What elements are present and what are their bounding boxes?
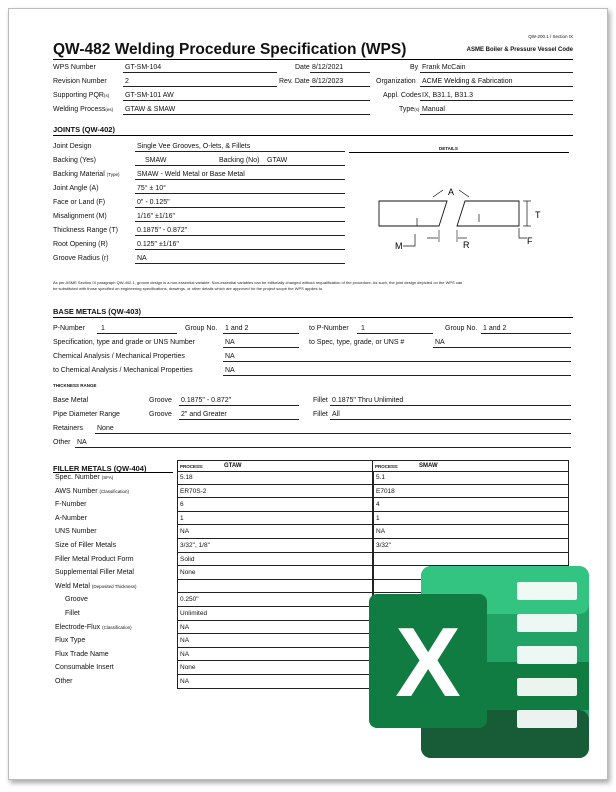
joint-angle-label: Joint Angle (A)	[53, 185, 99, 192]
filler-row	[53, 471, 573, 485]
base-metals-heading: BASE METALS (QW-403)	[53, 307, 573, 318]
date-value: 8/12/2021	[312, 64, 344, 71]
misalignment-label: Misalignment (M)	[53, 213, 107, 220]
filler-row-label: AWS Number (Classification)	[55, 487, 129, 495]
filler-cell-gtaw: 6	[177, 498, 373, 512]
thickness-range-heading: THICKNESS RANGE	[53, 383, 97, 388]
filler-cell-gtaw: NA	[177, 621, 373, 635]
group2-value: 1 and 2	[483, 325, 507, 332]
pipe-groove-label: Groove	[149, 411, 172, 418]
pqr-label: Supporting PQR(s)	[53, 92, 110, 99]
to-spec-label: to Spec, type, grade, or UNS #	[309, 339, 405, 346]
bm-groove-label: Groove	[149, 397, 172, 404]
thickness-value: 0.1875" - 0.872"	[137, 227, 188, 234]
to-chem-value: NA	[225, 367, 235, 374]
pipe-diameter-label: Pipe Diameter Range	[53, 411, 120, 418]
p-number-value: 1	[101, 325, 105, 332]
left-plate	[379, 201, 447, 226]
group-label: Group No.	[185, 325, 218, 332]
joint-detail-diagram	[369, 174, 549, 264]
type-value: Manual	[422, 106, 445, 113]
backing-no-value: GTAW	[267, 157, 288, 164]
filler-row-label: A-Number	[55, 514, 87, 522]
joint-design-label: Joint Design	[53, 143, 92, 150]
misalignment-mark: M	[395, 241, 403, 251]
chem-value: NA	[225, 353, 235, 360]
filler-cell-smaw: 5.1	[373, 471, 569, 485]
angle-label: A	[447, 187, 455, 197]
revision-value: 2	[125, 78, 129, 85]
pipe-fillet-label: Fillet	[313, 411, 328, 418]
by-value: Frank McCain	[422, 64, 466, 71]
backing-yes-value: SMAW	[145, 157, 167, 164]
filler-cell-smaw: NA	[373, 525, 569, 539]
backing-material-label: Backing Material (Type)	[53, 171, 120, 178]
filler-row-label: Flux Trade Name	[55, 650, 109, 658]
pipe-groove-value: 2" and Greater	[181, 411, 227, 418]
revision-label: Revision Number	[53, 78, 107, 85]
pqr-value: GT-SM-101 AW	[125, 92, 174, 99]
root-mark: R	[463, 240, 470, 250]
filler-cell-smaw: 4	[373, 498, 569, 512]
misalignment-value: 1/16" ±1/16"	[137, 213, 176, 220]
filler-row-label: Consumable Insert	[55, 664, 114, 672]
to-p-number-label: to P-Number	[309, 325, 349, 332]
by-label: By	[410, 64, 419, 71]
filler-row-label: Weld Metal (Deposited Thickness)	[55, 582, 137, 590]
filler-row	[53, 485, 573, 499]
to-p-number-value: 1	[361, 325, 365, 332]
codes-value: IX, B31.1, B31.3	[422, 92, 473, 99]
filler-row-label: Groove	[65, 596, 88, 604]
filler-row-label: Flux Type	[55, 637, 86, 645]
filler-row-label: Electrode-Flux (Classification)	[55, 623, 132, 631]
filler-cell-gtaw: 5.18	[177, 471, 373, 485]
page-title: QW-482 Welding Procedure Specification (WPS)	[53, 41, 407, 58]
spec-label: Specification, type and grade or UNS Number	[53, 339, 196, 346]
bm-fillet-value: 0.1875" Thru Unlimited	[332, 397, 404, 404]
groove-radius-label: Groove Radius (r)	[53, 255, 109, 262]
filler-cell-gtaw: Solid	[177, 553, 373, 567]
process-label: Welding Process(es)	[53, 106, 114, 113]
organization-value: ACME Welding & Fabrication	[422, 78, 513, 85]
wps-number-label: WPS Number	[53, 64, 96, 71]
bm-fillet-label: Fillet	[313, 397, 328, 404]
thickness-mark: T	[535, 210, 541, 220]
filler-row	[53, 539, 573, 553]
root-opening-value: 0.125" ±1/16"	[137, 241, 179, 248]
filler-cell-gtaw: NA	[177, 675, 373, 689]
joints-heading: JOINTS (QW-402)	[53, 125, 573, 136]
filler-row	[53, 498, 573, 512]
group2-label: Group No.	[445, 325, 478, 332]
bm-groove-value: 0.1875" - 0.872"	[181, 397, 232, 404]
joint-design-value: Single Vee Grooves, O-lets, & Fillets	[137, 143, 251, 150]
filler-row-label: Other	[55, 678, 73, 685]
joint-angle-value: 75° ± 10°	[137, 185, 166, 192]
filler-cell-gtaw: Unlimited	[177, 607, 373, 621]
filler-cell-gtaw: None	[177, 661, 373, 675]
filler-cell-smaw: 1	[373, 512, 569, 526]
filler-row-label: Spec. Number (SFA)	[55, 474, 114, 481]
group-value: 1 and 2	[225, 325, 249, 332]
filler-cell-gtaw: 0.250"	[177, 593, 373, 607]
codes-label: Appl. Codes	[383, 92, 422, 99]
process-1-header: PROCESS: GTAW	[177, 460, 373, 472]
wps-page	[8, 8, 608, 780]
base-metal-label: Base Metal	[53, 397, 89, 404]
organization-label: Organization	[376, 78, 416, 85]
process-2-header: PROCESS: SMAW	[373, 460, 569, 472]
spec-value: NA	[225, 339, 235, 346]
groove-radius-value: NA	[137, 255, 147, 262]
filler-cell-gtaw: NA	[177, 648, 373, 662]
filler-row-label: Size of Filler Metals	[55, 542, 117, 549]
excel-logo-icon	[369, 562, 589, 767]
retainers-label: Retainers	[53, 425, 83, 432]
details-heading: DETAILS	[439, 146, 458, 151]
code-reference: QW-200.1 / Section IX	[528, 34, 573, 39]
backing-no-label: Backing (No)	[219, 157, 260, 164]
excel-x-letter: X	[395, 607, 461, 717]
to-spec-value: NA	[435, 339, 445, 346]
pipe-fillet-value: All	[332, 411, 340, 418]
filler-row-label: Filler Metal Product Form	[55, 555, 134, 563]
backing-material-value: SMAW - Weld Metal or Base Metal	[137, 171, 245, 178]
filler-row-label: Supplemental Filler Metal	[55, 569, 134, 577]
type-label: Type(s)	[399, 106, 420, 113]
rev-date-value: 8/12/2023	[312, 78, 344, 85]
filler-cell-gtaw: ER70S-2	[177, 485, 373, 499]
filler-metals-heading: FILLER METALS (QW-404)	[53, 464, 147, 473]
face-mark: F	[527, 236, 533, 246]
filler-row-label: Fillet	[65, 610, 80, 617]
filler-cell-gtaw	[177, 580, 373, 594]
rev-date-label: Rev. Date	[279, 78, 310, 85]
p-number-label: P-Number	[53, 325, 85, 332]
to-chem-label: to Chemical Analysis / Mechanical Properties	[53, 367, 193, 374]
filler-row	[53, 512, 573, 526]
filler-cell-gtaw: None	[177, 566, 373, 580]
filler-cell-gtaw: NA	[177, 525, 373, 539]
chem-label: Chemical Analysis / Mechanical Properties	[53, 353, 185, 360]
face-label: Face or Land (F)	[53, 199, 106, 206]
filler-cell-gtaw: NA	[177, 634, 373, 648]
filler-row-label: F-Number	[55, 501, 87, 509]
page-subtitle: ASME Boiler & Pressure Vessel Code	[466, 47, 573, 53]
filler-row-label: UNS Number	[55, 528, 97, 536]
wps-number-value: GT-SM-104	[125, 64, 162, 71]
other-label: Other	[53, 439, 71, 446]
other-value: NA	[77, 439, 87, 446]
filler-cell-smaw: 3/32"	[373, 539, 569, 553]
right-plate	[457, 201, 519, 226]
filler-cell-gtaw: 1	[177, 512, 373, 526]
joint-note-2: be substituted with those specified on engineering specifications, drawings, or other details which are approved for the project scope the WPS applies to.	[53, 286, 324, 291]
retainers-value: None	[97, 425, 114, 432]
process-value: GTAW & SMAW	[125, 106, 176, 113]
backing-yes-label: Backing (Yes)	[53, 157, 96, 164]
filler-cell-gtaw: 3/32", 1/8"	[177, 539, 373, 553]
date-label: Date	[295, 64, 310, 71]
thickness-label: Thickness Range (T)	[53, 227, 118, 234]
filler-row	[53, 525, 573, 539]
filler-cell-smaw: E7018	[373, 485, 569, 499]
joint-note-1: As per ASME Section IX paragraph QW-402.1, groove design is a non-essential variable. Non-essential variables can be editorially changed without requalification of the procedure. As such, the joint design depicted on the WPS can	[53, 280, 463, 285]
root-opening-label: Root Opening (R)	[53, 241, 108, 248]
face-value: 0" - 0.125"	[137, 199, 170, 206]
